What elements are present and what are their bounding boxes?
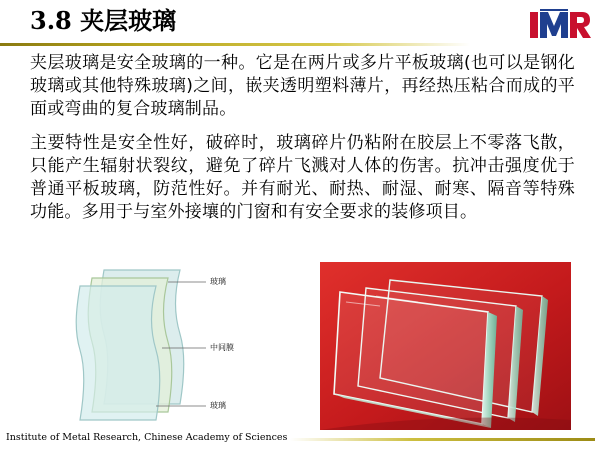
laminated-glass-diagram — [56, 262, 268, 427]
slide-header — [0, 0, 600, 52]
slide-title: 3.8 夹层玻璃 — [30, 6, 177, 35]
interlayer-label: 中间膜 — [210, 343, 234, 352]
properties-paragraph: 主要特性是安全性好，破碎时，玻璃碎片仍粘附在胶层上不零落飞散，只能产生辐射状裂纹，避免了碎片飞溅对人体的伤害。抗冲击强度优于普通平板玻璃，防范性好。并有耐光、耐热、耐湿、耐寒、隔音等特殊功能。多用于与室外接壤的门窗和有安全要求的装修项目。 — [30, 133, 575, 222]
definition-paragraph: 夹层玻璃是安全玻璃的一种。它是在两片或多片平板玻璃(也可以是钢化玻璃或其他特殊玻璃)之间，嵌夹透明塑料薄片，再经热压粘合而成的平面或弯曲的复合玻璃制品。 — [30, 53, 575, 119]
footer-institution: Institute of Metal Research, Chinese Academy of Sciences — [6, 432, 288, 443]
laminated-glass-photo — [320, 262, 571, 430]
glass-label-top: 玻璃 — [210, 277, 226, 286]
imr-logo — [528, 8, 592, 42]
slide-body — [30, 52, 575, 224]
title-underline — [0, 43, 470, 46]
glass-label-bottom: 玻璃 — [210, 401, 226, 410]
footer-rule — [290, 438, 595, 441]
